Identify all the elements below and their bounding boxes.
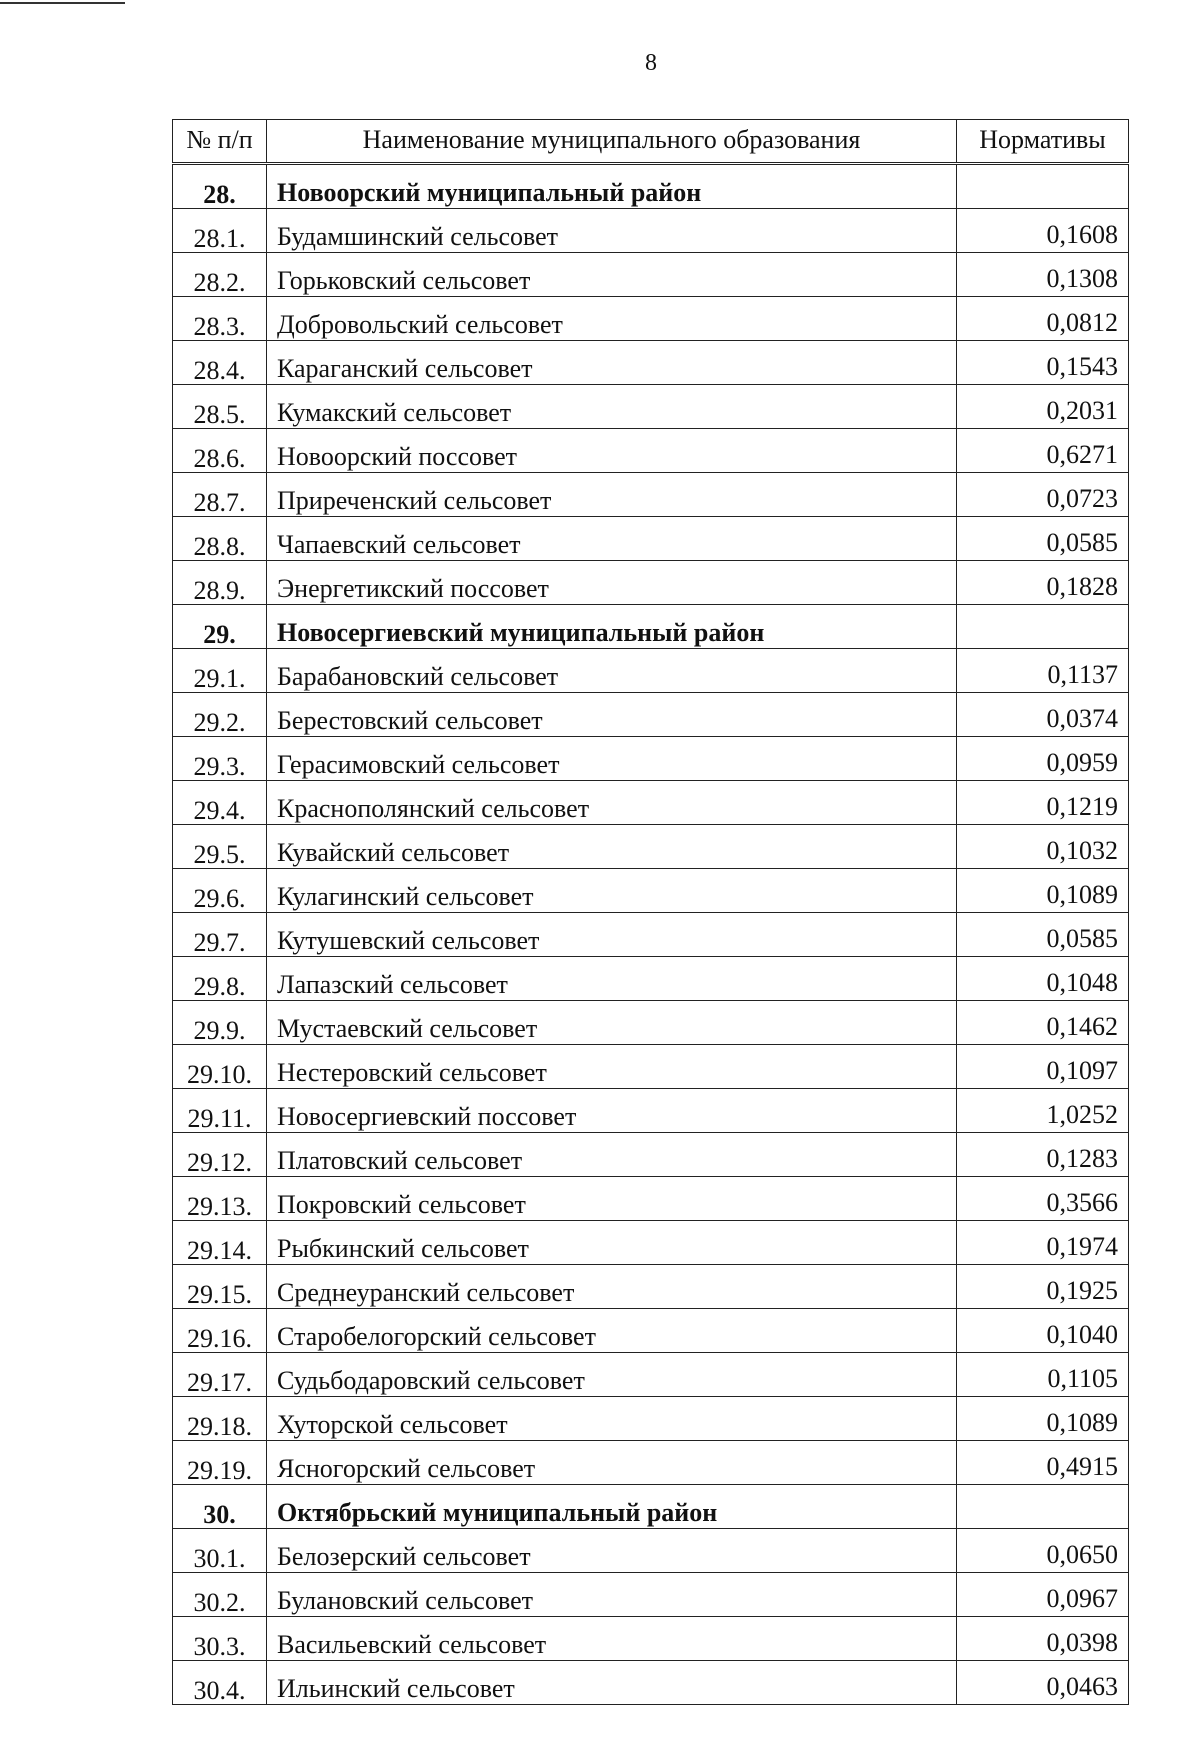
table-row [173,957,1129,1001]
norm-value: 0,6271 [957,429,1129,473]
table-row [173,1397,1129,1441]
municipality-name: Чапаевский сельсовет [267,517,957,561]
norm-value: 1,0252 [957,1089,1129,1133]
row-number: 29.16. [173,1309,267,1353]
row-number: 29.19. [173,1441,267,1485]
row-number: 28.8. [173,517,267,561]
district-row [173,1485,1129,1529]
row-number: 29.2. [173,693,267,737]
table-row [173,913,1129,957]
norm-value: 0,1925 [957,1265,1129,1309]
district-name: Новоорский муниципальный район [267,164,957,209]
municipality-name: Караганский сельсовет [267,341,957,385]
row-number: 28.6. [173,429,267,473]
municipality-name: Платовский сельсовет [267,1133,957,1177]
page-number: 8 [645,50,657,76]
row-number: 29. [173,605,267,649]
table-row [173,1661,1129,1705]
row-number: 29.12. [173,1133,267,1177]
norm-value: 0,1543 [957,341,1129,385]
row-number: 28.5. [173,385,267,429]
table-row [173,1265,1129,1309]
table-body [173,164,1129,1705]
row-number: 29.10. [173,1045,267,1089]
norm-value: 0,1219 [957,781,1129,825]
table-row [173,1573,1129,1617]
norm-value: 0,0967 [957,1573,1129,1617]
municipality-name: Ясногорский сельсовет [267,1441,957,1485]
municipality-name: Мустаевский сельсовет [267,1001,957,1045]
row-number: 30.3. [173,1617,267,1661]
municipality-name: Кувайский сельсовет [267,825,957,869]
norm-value: 0,1974 [957,1221,1129,1265]
municipality-name: Краснополянский сельсовет [267,781,957,825]
row-number: 28.4. [173,341,267,385]
table-row [173,1309,1129,1353]
norm-value: 0,1048 [957,957,1129,1001]
scan-edge-mark [0,2,125,4]
norm-value: 0,0374 [957,693,1129,737]
municipality-name: Хуторской сельсовет [267,1397,957,1441]
municipality-name: Герасимовский сельсовет [267,737,957,781]
table-row [173,869,1129,913]
norm-value: 0,1040 [957,1309,1129,1353]
row-number: 28.9. [173,561,267,605]
table-row [173,825,1129,869]
table-row [173,1133,1129,1177]
table-row [173,1089,1129,1133]
municipality-name: Добровольский сельсовет [267,297,957,341]
row-number: 29.18. [173,1397,267,1441]
row-number: 29.13. [173,1177,267,1221]
table-row [173,1617,1129,1661]
table-row [173,561,1129,605]
row-number: 29.15. [173,1265,267,1309]
table-row [173,341,1129,385]
municipality-name: Энергетикский поссовет [267,561,957,605]
table-row [173,253,1129,297]
row-number: 29.14. [173,1221,267,1265]
norm-value: 0,1105 [957,1353,1129,1397]
table-row [173,1001,1129,1045]
row-number: 28.1. [173,209,267,253]
table-row [173,737,1129,781]
district-row [173,164,1129,209]
municipality-name: Лапазский сельсовет [267,957,957,1001]
row-number: 29.7. [173,913,267,957]
norm-value: 0,0812 [957,297,1129,341]
municipality-name: Булановский сельсовет [267,1573,957,1617]
table-row [173,517,1129,561]
row-number: 29.11. [173,1089,267,1133]
table-row [173,1441,1129,1485]
norm-value [957,1485,1129,1529]
table-row [173,297,1129,341]
norm-value: 0,1608 [957,209,1129,253]
norm-value: 0,3566 [957,1177,1129,1221]
district-row [173,605,1129,649]
municipality-name: Кулагинский сельсовет [267,869,957,913]
row-number: 28.2. [173,253,267,297]
norm-value: 0,1137 [957,649,1129,693]
table-row [173,781,1129,825]
norm-value: 0,1089 [957,1397,1129,1441]
municipality-name: Новоорский поссовет [267,429,957,473]
header-name: Наименование муниципального образования [267,120,957,164]
table-row [173,1221,1129,1265]
row-number: 29.17. [173,1353,267,1397]
norm-value: 0,1097 [957,1045,1129,1089]
municipality-name: Нестеровский сельсовет [267,1045,957,1089]
row-number: 29.6. [173,869,267,913]
municipality-name: Ильинский сельсовет [267,1661,957,1705]
table-row [173,1045,1129,1089]
table-row [173,693,1129,737]
municipality-name: Судьбодаровский сельсовет [267,1353,957,1397]
row-number: 30.1. [173,1529,267,1573]
header-norms: Нормативы [957,120,1129,164]
norm-value: 0,1308 [957,253,1129,297]
row-number: 29.9. [173,1001,267,1045]
table-row [173,1529,1129,1573]
row-number: 28.3. [173,297,267,341]
row-number: 29.5. [173,825,267,869]
municipality-name: Приреченский сельсовет [267,473,957,517]
norm-value: 0,0959 [957,737,1129,781]
table-row [173,209,1129,253]
norm-value: 0,0585 [957,913,1129,957]
municipality-name: Васильевский сельсовет [267,1617,957,1661]
table-row [173,429,1129,473]
municipality-name: Кутушевский сельсовет [267,913,957,957]
norm-value: 0,0398 [957,1617,1129,1661]
row-number: 29.3. [173,737,267,781]
municipality-name: Старобелогорский сельсовет [267,1309,957,1353]
row-number: 30. [173,1485,267,1529]
table-row [173,649,1129,693]
norms-table [172,119,1129,1705]
norm-value [957,605,1129,649]
row-number: 29.1. [173,649,267,693]
municipality-name: Горьковский сельсовет [267,253,957,297]
district-name: Новосергиевский муниципальный район [267,605,957,649]
municipality-name: Покровский сельсовет [267,1177,957,1221]
norm-value: 0,4915 [957,1441,1129,1485]
row-number: 29.4. [173,781,267,825]
municipality-name: Берестовский сельсовет [267,693,957,737]
row-number: 28. [173,164,267,209]
table-row [173,385,1129,429]
row-number: 28.7. [173,473,267,517]
row-number: 29.8. [173,957,267,1001]
municipality-name: Барабановский сельсовет [267,649,957,693]
district-name: Октябрьский муниципальный район [267,1485,957,1529]
norm-value: 0,1032 [957,825,1129,869]
header-number: № п/п [173,120,267,164]
municipality-name: Кумакский сельсовет [267,385,957,429]
municipality-name: Рыбкинский сельсовет [267,1221,957,1265]
norm-value: 0,1462 [957,1001,1129,1045]
norm-value: 0,1089 [957,869,1129,913]
norm-value: 0,0650 [957,1529,1129,1573]
municipality-name: Белозерский сельсовет [267,1529,957,1573]
norm-value [957,164,1129,209]
norm-value: 0,0723 [957,473,1129,517]
norm-value: 0,0585 [957,517,1129,561]
table-row [173,1353,1129,1397]
municipality-name: Новосергиевский поссовет [267,1089,957,1133]
norm-value: 0,0463 [957,1661,1129,1705]
norm-value: 0,1828 [957,561,1129,605]
municipality-name: Среднеуранский сельсовет [267,1265,957,1309]
row-number: 30.2. [173,1573,267,1617]
table-header-row [173,120,1129,164]
row-number: 30.4. [173,1661,267,1705]
norm-value: 0,1283 [957,1133,1129,1177]
municipality-name: Будамшинский сельсовет [267,209,957,253]
table-row [173,473,1129,517]
table-row [173,1177,1129,1221]
norm-value: 0,2031 [957,385,1129,429]
